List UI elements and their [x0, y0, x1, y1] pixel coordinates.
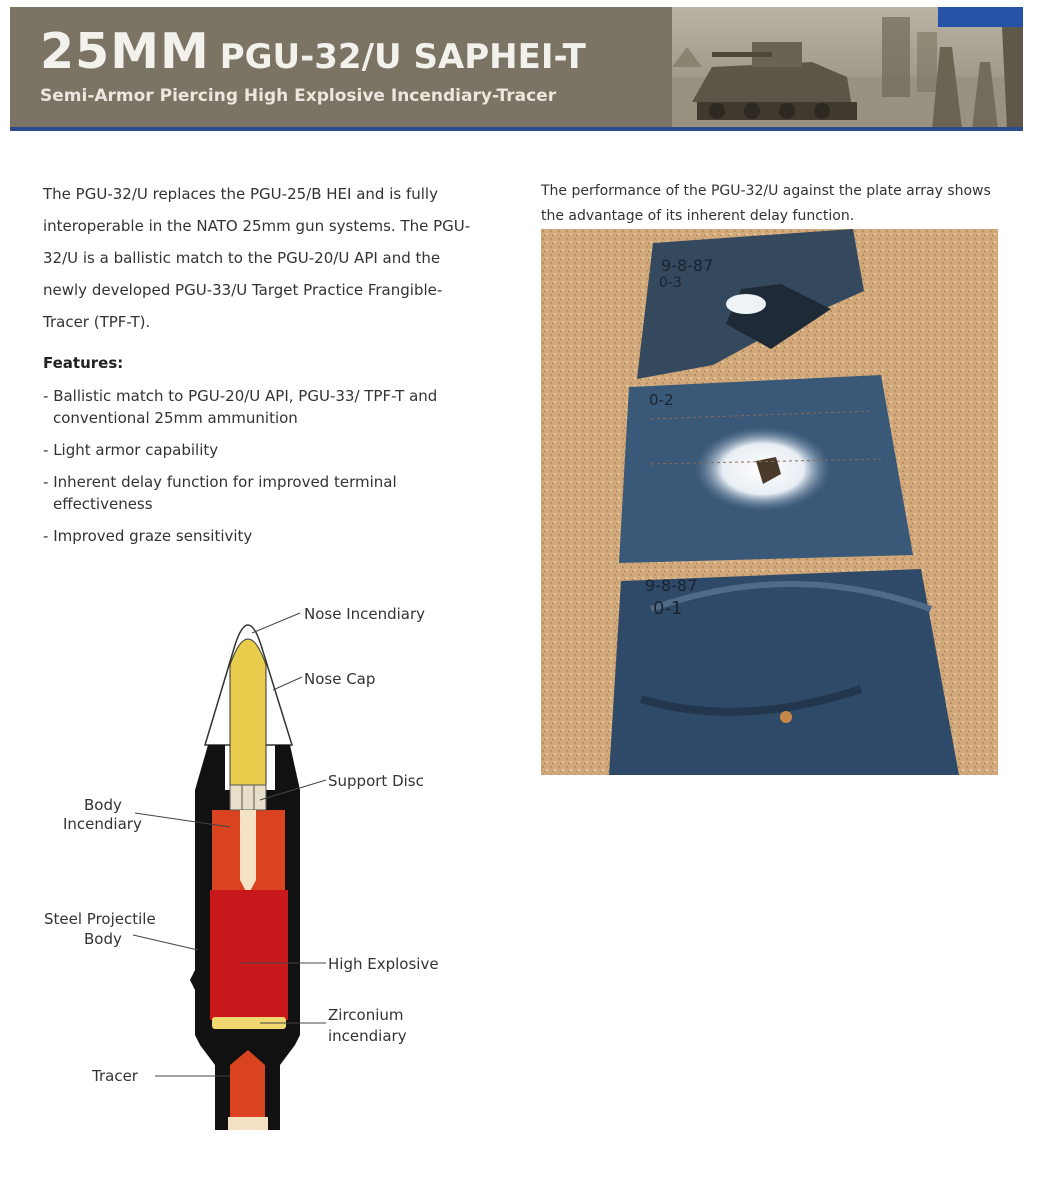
support-disc-shape — [230, 785, 266, 810]
intro-paragraph: The PGU-32/U replaces the PGU-25/B HEI and is fully interoperable in the NATO 25mm gun systems. The PGU-32/U is a ballistic match to the PGU-20/U API and the newly developed PGU-33/U Target Practice Frangible-Tracer (TPF-T). — [43, 185, 471, 331]
label-tracer: Tracer — [92, 1067, 138, 1085]
plate-marking: 0-3 — [659, 275, 682, 291]
header-rule — [10, 127, 1023, 131]
page-title — [40, 23, 586, 80]
plate-array-photo — [541, 229, 998, 775]
list-item: - Improved graze sensitivity — [43, 525, 483, 547]
title-model: PGU-32/U SAPHEI-T — [219, 37, 586, 77]
label-zirconium-line2: incendiary — [328, 1027, 407, 1045]
title-caliber: 25MM — [40, 23, 210, 80]
center-tube-shape — [240, 810, 256, 895]
page-subtitle: Semi-Armor Piercing High Explosive Incendiary-Tracer — [40, 86, 557, 106]
plate-marking: 9-8-87 — [645, 576, 698, 595]
tracer-end-shape — [228, 1117, 268, 1130]
plate-marking: 0-2 — [649, 391, 674, 409]
label-zirconium-line1: Zirconium — [328, 1006, 404, 1024]
label-body-incendiary-line1: Body — [84, 796, 122, 814]
plate-marking: 0-1 — [653, 598, 683, 619]
projectile-cross-section — [30, 595, 500, 1140]
label-support-disc: Support Disc — [328, 772, 424, 790]
nose-incendiary-shape — [230, 639, 266, 790]
list-item: - Ballistic match to PGU-20/U API, PGU-33/ TPF-T and conventional 25mm ammunition — [43, 385, 483, 429]
label-steel-body-line1: Steel Projectile — [44, 910, 156, 928]
corner-tab — [938, 7, 1023, 27]
label-high-explosive: High Explosive — [328, 955, 439, 973]
high-explosive-shape — [210, 890, 288, 1020]
performance-caption: The performance of the PGU-32/U against the plate array shows the advantage of its inherent delay function. — [541, 183, 991, 224]
features-list — [43, 385, 483, 557]
list-item: - Inherent delay function for improved terminal effectiveness — [43, 471, 483, 515]
label-body-incendiary-line2: Incendiary — [63, 815, 142, 833]
label-steel-body-line2: Body — [84, 930, 122, 948]
header-banner — [10, 7, 1023, 129]
plate-marking: 9-8-87 — [661, 256, 714, 275]
label-nose-cap: Nose Cap — [304, 670, 376, 688]
label-nose-incendiary: Nose Incendiary — [304, 605, 426, 623]
list-item: - Light armor capability — [43, 439, 483, 461]
features-heading: Features: — [43, 354, 124, 372]
